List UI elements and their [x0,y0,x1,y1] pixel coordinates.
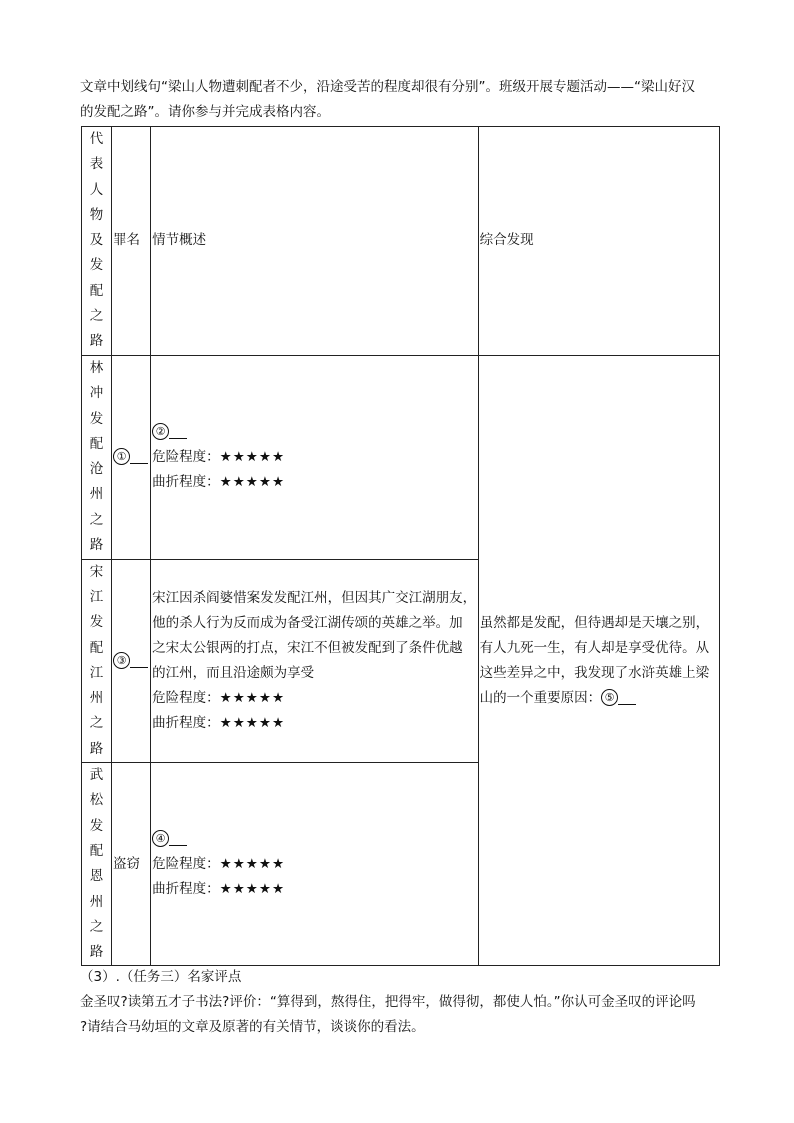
star-rating-icon: ★★★★★ [219,473,286,490]
crime-cell [112,559,151,762]
blank-number-5: ⑤ [601,689,618,706]
task3-heading: （3）.（任务三）名家评点 [80,969,242,985]
star-rating-icon: ★★★★★ [219,689,286,706]
intro-line-1: 文章中划线句“梁山人物遭刺配者不少，沿途受苦的程度却很有分别”。班级开展专题活动——“梁山好汉 [80,79,695,95]
plot-line: 宋江因杀阎婆惜案发发配江州，但因其广交江湖朋友， [152,589,477,606]
header-finding-cell: 综合发现 [478,127,719,356]
answer-blank-3[interactable] [130,653,148,668]
plot-line: 的江州，而且沿途颇为享受 [152,664,315,681]
blank-number-2: ② [152,423,169,440]
answer-blank-2[interactable] [169,424,187,439]
intro-line-2: 的发配之路”。请你参与并完成表格内容。 [80,104,330,120]
crime-cell [112,355,151,559]
twist-rating: 曲折程度：★★★★★ [152,714,286,731]
plot-cell [151,559,479,762]
table-header-row [82,127,720,356]
twist-rating: 曲折程度：★★★★★ [152,473,286,490]
danger-rating: 危险程度：★★★★★ [152,448,286,465]
plot-cell [151,763,479,966]
header-person-label: 代 表 人 物 及 发 配 之 路 [89,131,104,350]
table-row-lin-chong [82,355,720,559]
header-person-cell [82,127,112,356]
intro-paragraph [80,75,720,125]
person-cell [82,559,112,762]
twist-rating: 曲折程度：★★★★★ [152,880,286,897]
blank-number-1: ① [113,448,130,465]
finding-cell [478,355,719,966]
star-rating-icon: ★★★★★ [219,880,286,897]
question-line-1: 金圣叹?读第五才子书法?评价：“算得到，熬得住，把得牢，做得彻，都使人怕。”你认可金圣叹的评论吗 [80,994,696,1010]
answer-blank-5[interactable] [618,690,636,705]
exile-route-table [81,126,720,966]
crime-text: 盗窃 [113,855,141,872]
plot-cell [151,355,479,559]
finding-text: 虽然都是发配，但待遇却是天壤之别， 有人九死一生，有人却是享受优待。从 这些差异之中，我发现了水浒英雄上梁 山的一个重要原因： ⑤ [479,614,710,706]
crime-cell [112,763,151,966]
blank-number-3: ③ [113,652,130,669]
person-cell [82,763,112,966]
danger-rating: 危险程度：★★★★★ [152,689,286,706]
header-plot-cell: 情节概述 [151,127,479,356]
question-paragraph [80,990,720,1040]
plot-line: 他的杀人行为反而成为备受江湖传颂的英雄之举。加 [152,614,463,631]
person-name-vertical: 武 松 发 配 恩 州 之 路 [89,767,104,961]
star-rating-icon: ★★★★★ [219,714,286,731]
question-line-2: ?请结合马幼垣的文章及原著的有关情节，谈谈你的看法。 [80,1019,425,1035]
star-rating-icon: ★★★★★ [219,855,286,872]
person-name-vertical: 宋 江 发 配 江 州 之 路 [89,563,104,757]
header-crime-cell: 罪名 [112,127,151,356]
blank-number-4: ④ [152,830,169,847]
answer-blank-4[interactable] [169,831,187,846]
danger-rating: 危险程度：★★★★★ [152,855,286,872]
answer-blank-1[interactable] [130,449,148,464]
person-name-vertical: 林 冲 发 配 沧 州 之 路 [89,359,104,554]
star-rating-icon: ★★★★★ [219,448,286,465]
person-cell [82,355,112,559]
plot-line: 之宋太公银两的打点，宋江不但被发配到了条件优越 [152,639,463,656]
